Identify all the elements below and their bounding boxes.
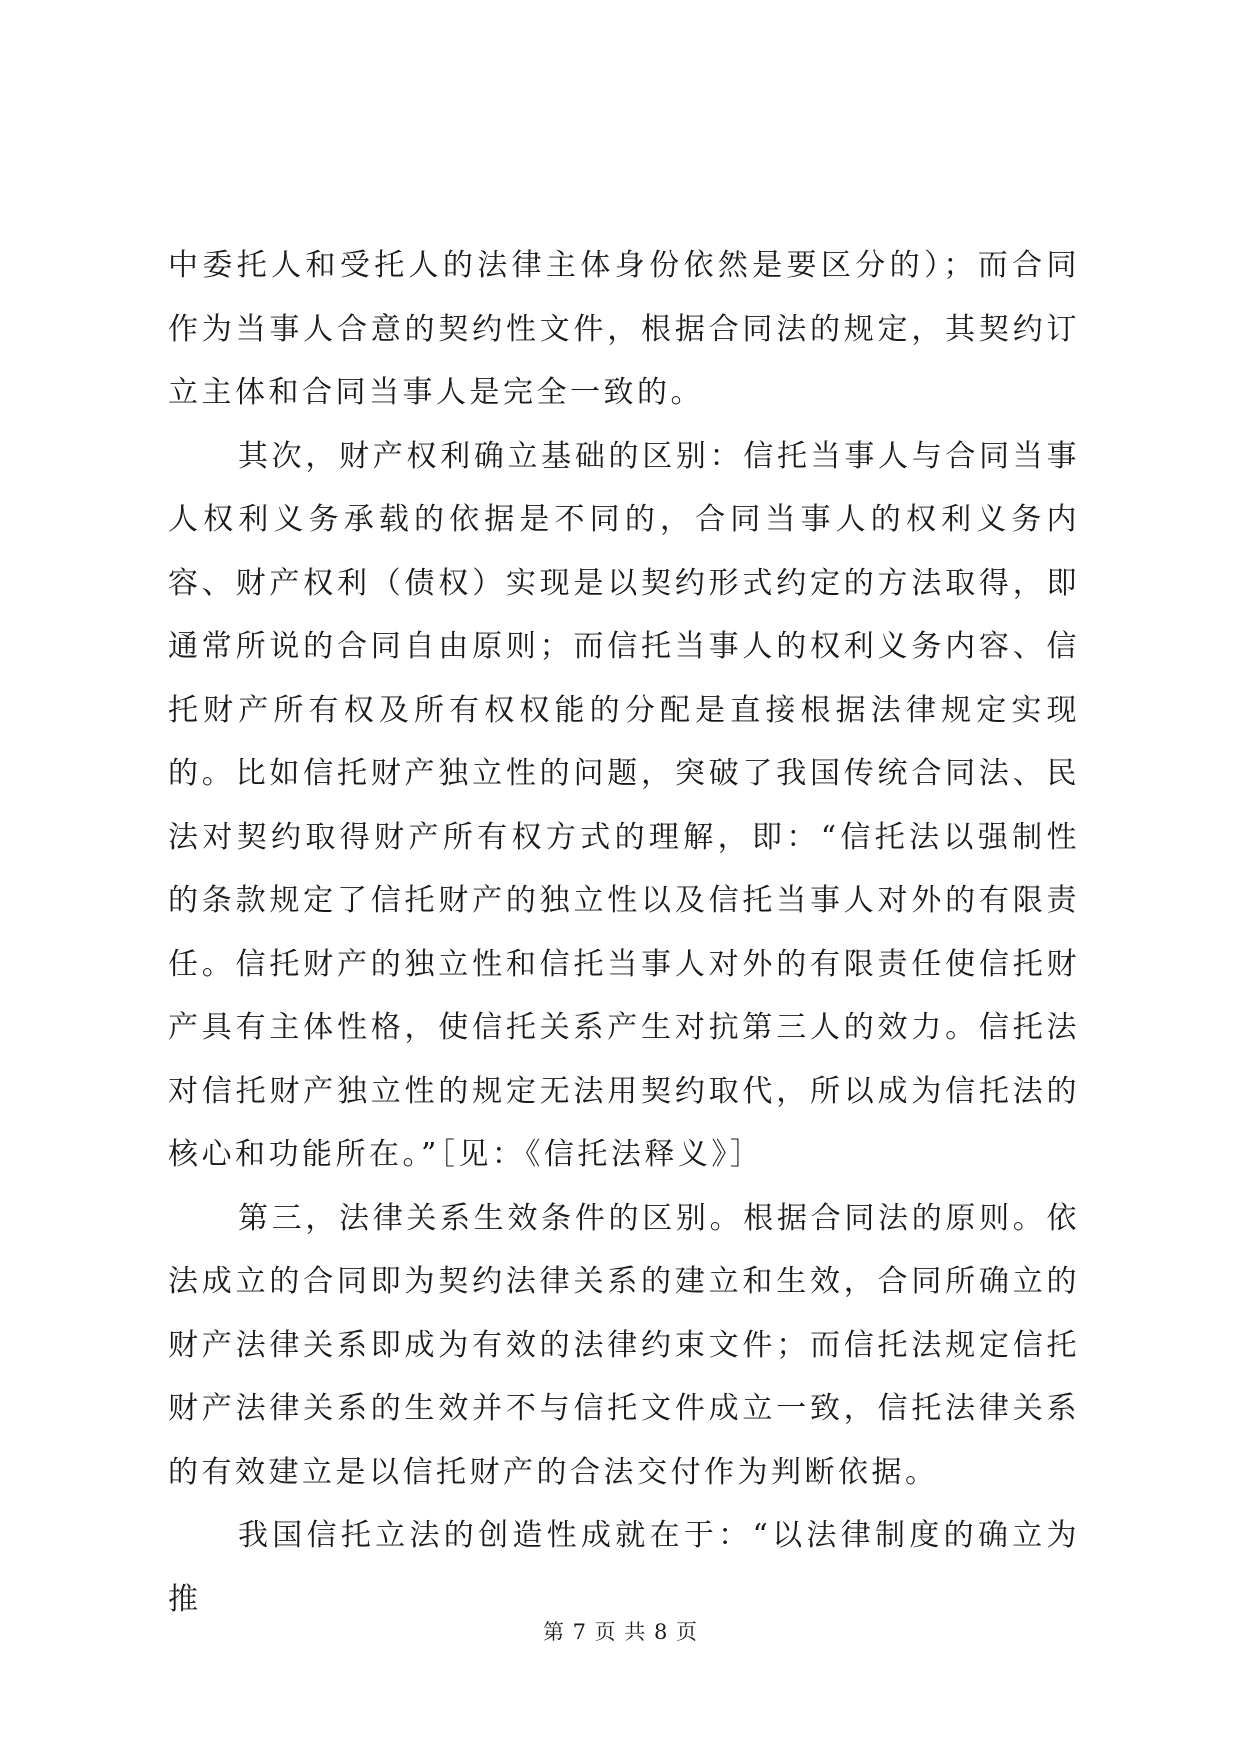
paragraph-continuation: 中委托人和受托人的法律主体身份依然是要区分的）；而合同作为当事人合意的契约性文件，根据合同法的规定，其契约订立主体和合同当事人是完全一致的。 xyxy=(168,248,1080,410)
body-text xyxy=(168,234,1080,1631)
paragraph-legislative-achievement: 我国信托立法的创造性成就在于：“以法律制度的确立为推 xyxy=(168,1518,1080,1617)
paragraph-legal-effect-conditions: 第三，法律关系生效条件的区别。根据合同法的原则。依法成立的合同即为契约法律关系的建立和生效，合同所确立的财产法律关系即成为有效的法律约束文件；而信托法规定信托财产法律关系的生效并不与信托文件成立一致，信托法律关系的有效建立是以信托财产的合法交付作为判断依据。 xyxy=(168,1200,1080,1490)
paragraph-property-rights-basis: 其次，财产权利确立基础的区别：信托当事人与合同当事人权利义务承载的依据是不同的，合同当事人的权利义务内容、财产权利（债权）实现是以契约形式约定的方法取得，即通常所说的合同自由原则；而信托当事人的权利义务内容、信托财产所有权及所有权权能的分配是直接根据法律规定实现的。比如信托财产独立性的问题，突破了我国传统合同法、民法对契约取得财产所有权方式的理解，即：“信托法以强制性的条款规定了信托财产的独立性以及信托当事人对外的有限责任。信托财产的独立性和信托当事人对外的有限责任使信托财产具有主体性格，使信托关系产生对抗第三人的效力。信托法对信托财产独立性的规定无法用契约取代，所以成为信托法的核心和功能所在。”［见：《信托法释义》］ xyxy=(168,438,1080,1172)
page-number-footer: 第 7 页 共 8 页 xyxy=(542,1620,699,1644)
